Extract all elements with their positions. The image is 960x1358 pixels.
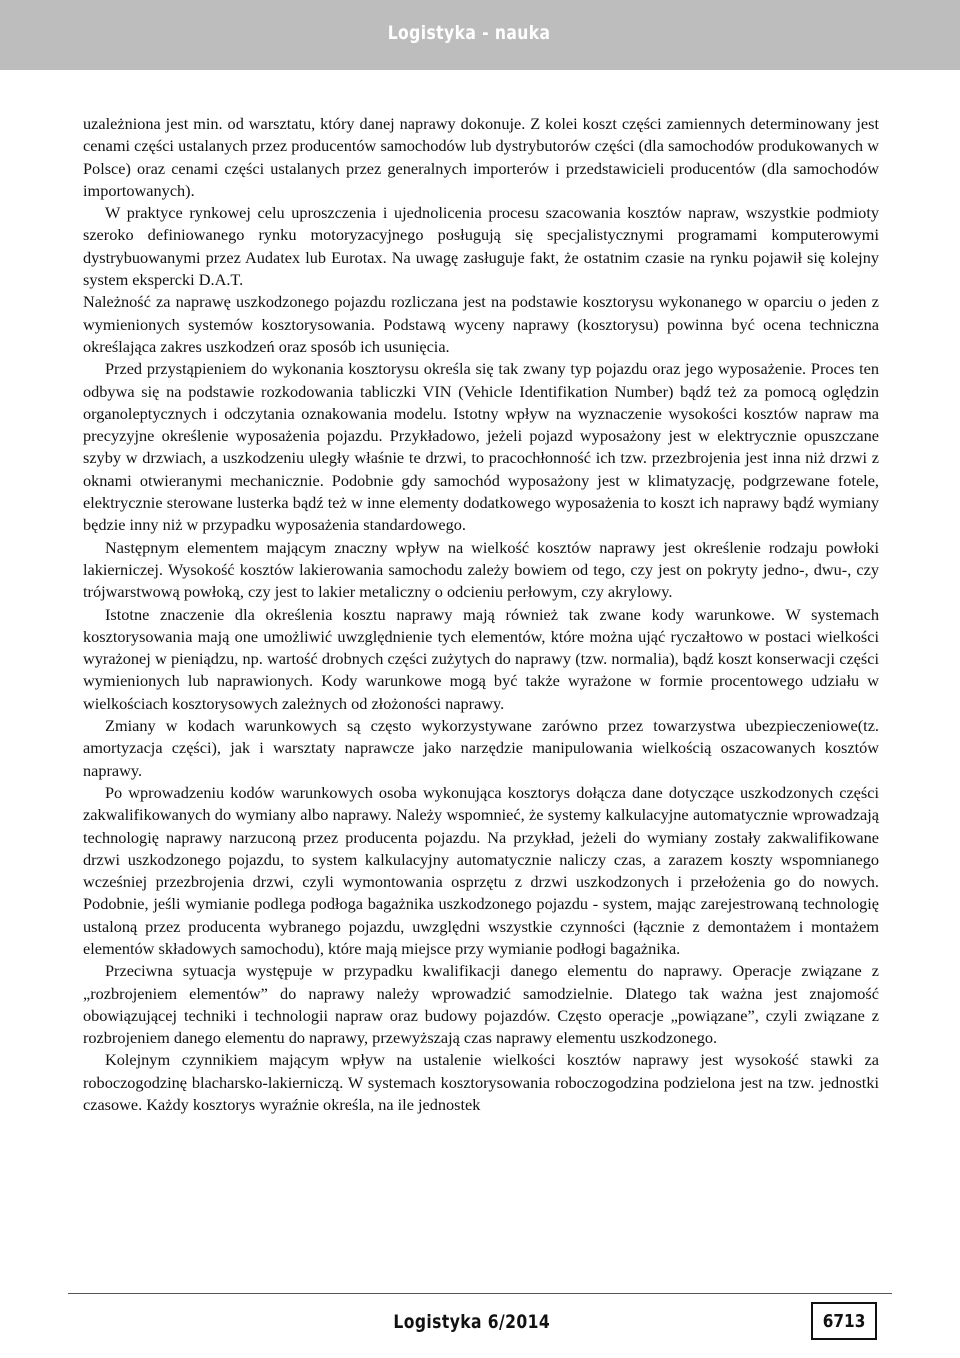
footer-journal-title: Logistyka 6/2014 — [393, 1311, 550, 1333]
header-bar — [0, 0, 960, 70]
paragraph: Następnym elementem mającym znaczny wpływ na wielkość kosztów naprawy jest określenie rodzaju powłoki lakierniczej. Wysokość kosztów lakierowania samochodu zależy bowiem od tego, czy jest on pokryty jedno-, dwu-, czy trójwarstwową powłoką, czy jest to lakier metaliczny o odcieniu perłowym, czy akrylowy. — [83, 537, 879, 602]
paragraph: Kolejnym czynnikiem mającym wpływ na ustalenie wielkości kosztów naprawy jest wysokość stawki za roboczogodzinę blacharsko-lakierniczą. W systemach kosztorysowania roboczogodzina podzielona jest na tzw. jednostki czasowe. Każdy kosztorys wyraźnie określa, na ile jednostek — [83, 1050, 879, 1115]
paragraph: Po wprowadzeniu kodów warunkowych osoba wykonująca kosztorys dołącza dane dotyczące uszkodzonych części zakwalifikowanych do wymiany albo naprawy. Należy wspomnieć, że systemy kalkulacyjne automatycznie wprowadzają technologię naprawy narzuconą przez producenta pojazdu. Na przykład, jeżeli do wymiany zostały zakwalifikowane drzwi uszkodzonego pojazdu, to system kalkulacyjny automatycznie naliczy czas, a zarazem koszty wspomnianego wcześniej przezbrojenia drzwi, czyli wymontowania osprzętu z drzwi uszkodzonych i przełożenia go do nowych. Podobnie, jeśli wymianie podlega podłoga bagażnika uszkodzonego pojazdu - system, mając zarejestrowaną technologię ustaloną przez producenta wybranego pojazdu, uwzględni wszystkie czynności (łącznie z demontażem i montażem elementów składowych samochodu), które mają miejsce przy wymianie podłogi bagażnika. — [83, 782, 879, 958]
paragraph: W praktyce rynkowej celu uproszczenia i ujednolicenia procesu szacowania kosztów napraw, wszystkie podmioty szeroko definiowanego rynku motoryzacyjnego posługują się specjalistycznymi programami komputerowymi dystrybuowanymi przez Audatex lub Eurotax. Na uwagę zasługuje fakt, że ostatnim czasie na rynku pojawił się kolejny system ekspercki D.A.T. — [83, 203, 879, 290]
paragraph: Przed przystąpieniem do wykonania kosztorysu określa się tak zwany typ pojazdu oraz jego wyposażenie. Proces ten odbywa się na podstawie rozkodowania tabliczki VIN (Vehicle Identifikation Number) bądź też za pomocą oględzin organoleptycznych i odczytania oznakowania modelu. Istotny wpływ na wyznaczenie wysokości kosztów napraw ma precyzyjne określenie wyposażenia pojazdu. Przykładowo, jeżeli pojazd wyposażony jest w elektrycznie opuszczane szyby w drzwiach, a uszkodzeniu uległy właśnie te drzwi, to pracochłonność ich tzw. przezbrojenia jest inna niż drzwi z oknami otwieranymi mechanicznie. Podobnie gdy samochód wyposażony jest w klimatyzację, podgrzewane fotele, elektrycznie sterowane lusterka bądź też w inne elementy dodatkowego wyposażenia to koszt ich naprawy bądź wymiany będzie inny niż w przypadku wyposażenia standardowego. — [83, 359, 879, 535]
page-number-box — [811, 1302, 877, 1340]
paragraph: Istotne znaczenie dla określenia kosztu naprawy mają również tak zwane kody warunkowe. W systemach kosztorysowania mają one umożliwić uwzględnienie tych elementów, które można ująć ryczałtowo w postaci wielkości wyrażonej w pieniądzu, np. wartość drobnych części zużytych do naprawy (tzw. normalia), bądź koszt konserwacji części wymienionych lub naprawionych. Kody warunkowe mogą być także wyrażone w formie procentowego udziału w wielkościach kosztorysowych zależnych od złożoności naprawy. — [83, 604, 879, 713]
paragraph: Należność za naprawę uszkodzonego pojazdu rozliczana jest na podstawie kosztorysu wykonanego w oparciu o jeden z wymienionych systemów kosztorysowania. Podstawą wyceny naprawy (kosztorysu) powinna być ocena techniczna określająca zakres uszkodzeń oraz sposób ich usunięcia. — [83, 292, 879, 356]
paragraph: Przeciwna sytuacja występuje w przypadku kwalifikacji danego elementu do naprawy. Operacje związane z „rozbrojeniem elementów” do naprawy należy wprowadzić samodzielnie. Dlatego tak ważna jest znajomość obowiązującej techniki i technologii napraw oraz budowy pojazdów. Często operacje „powiązane”, czyli związane z rozbrojeniem danego elementu do naprawy, przewyższają czas naprawy elementu uszkodzonego. — [83, 961, 879, 1048]
article-body — [83, 113, 879, 1116]
paragraph: uzależniona jest min. od warsztatu, który danej naprawy dokonuje. Z kolei koszt części zamiennych determinowany jest cenami części ustalanych przez producentów samochodów lub dystrybutorów części (dla samochodów produkowanych w Polsce) oraz cenami części ustalanych przez generalnych importerów i przedstawicieli producentów (dla samochodów importowanych). — [83, 114, 879, 200]
running-header-title: Logistyka - nauka — [387, 22, 550, 44]
footer-divider — [68, 1293, 892, 1294]
paragraph: Zmiany w kodach warunkowych są często wykorzystywane zarówno przez towarzystwa ubezpieczeniowe(tz. amortyzacja części), jak i warsztaty naprawcze jako narzędzie manipulowania wielkością oszacowanych kosztów naprawy. — [83, 716, 879, 780]
page-number: 6713 — [822, 1310, 866, 1332]
